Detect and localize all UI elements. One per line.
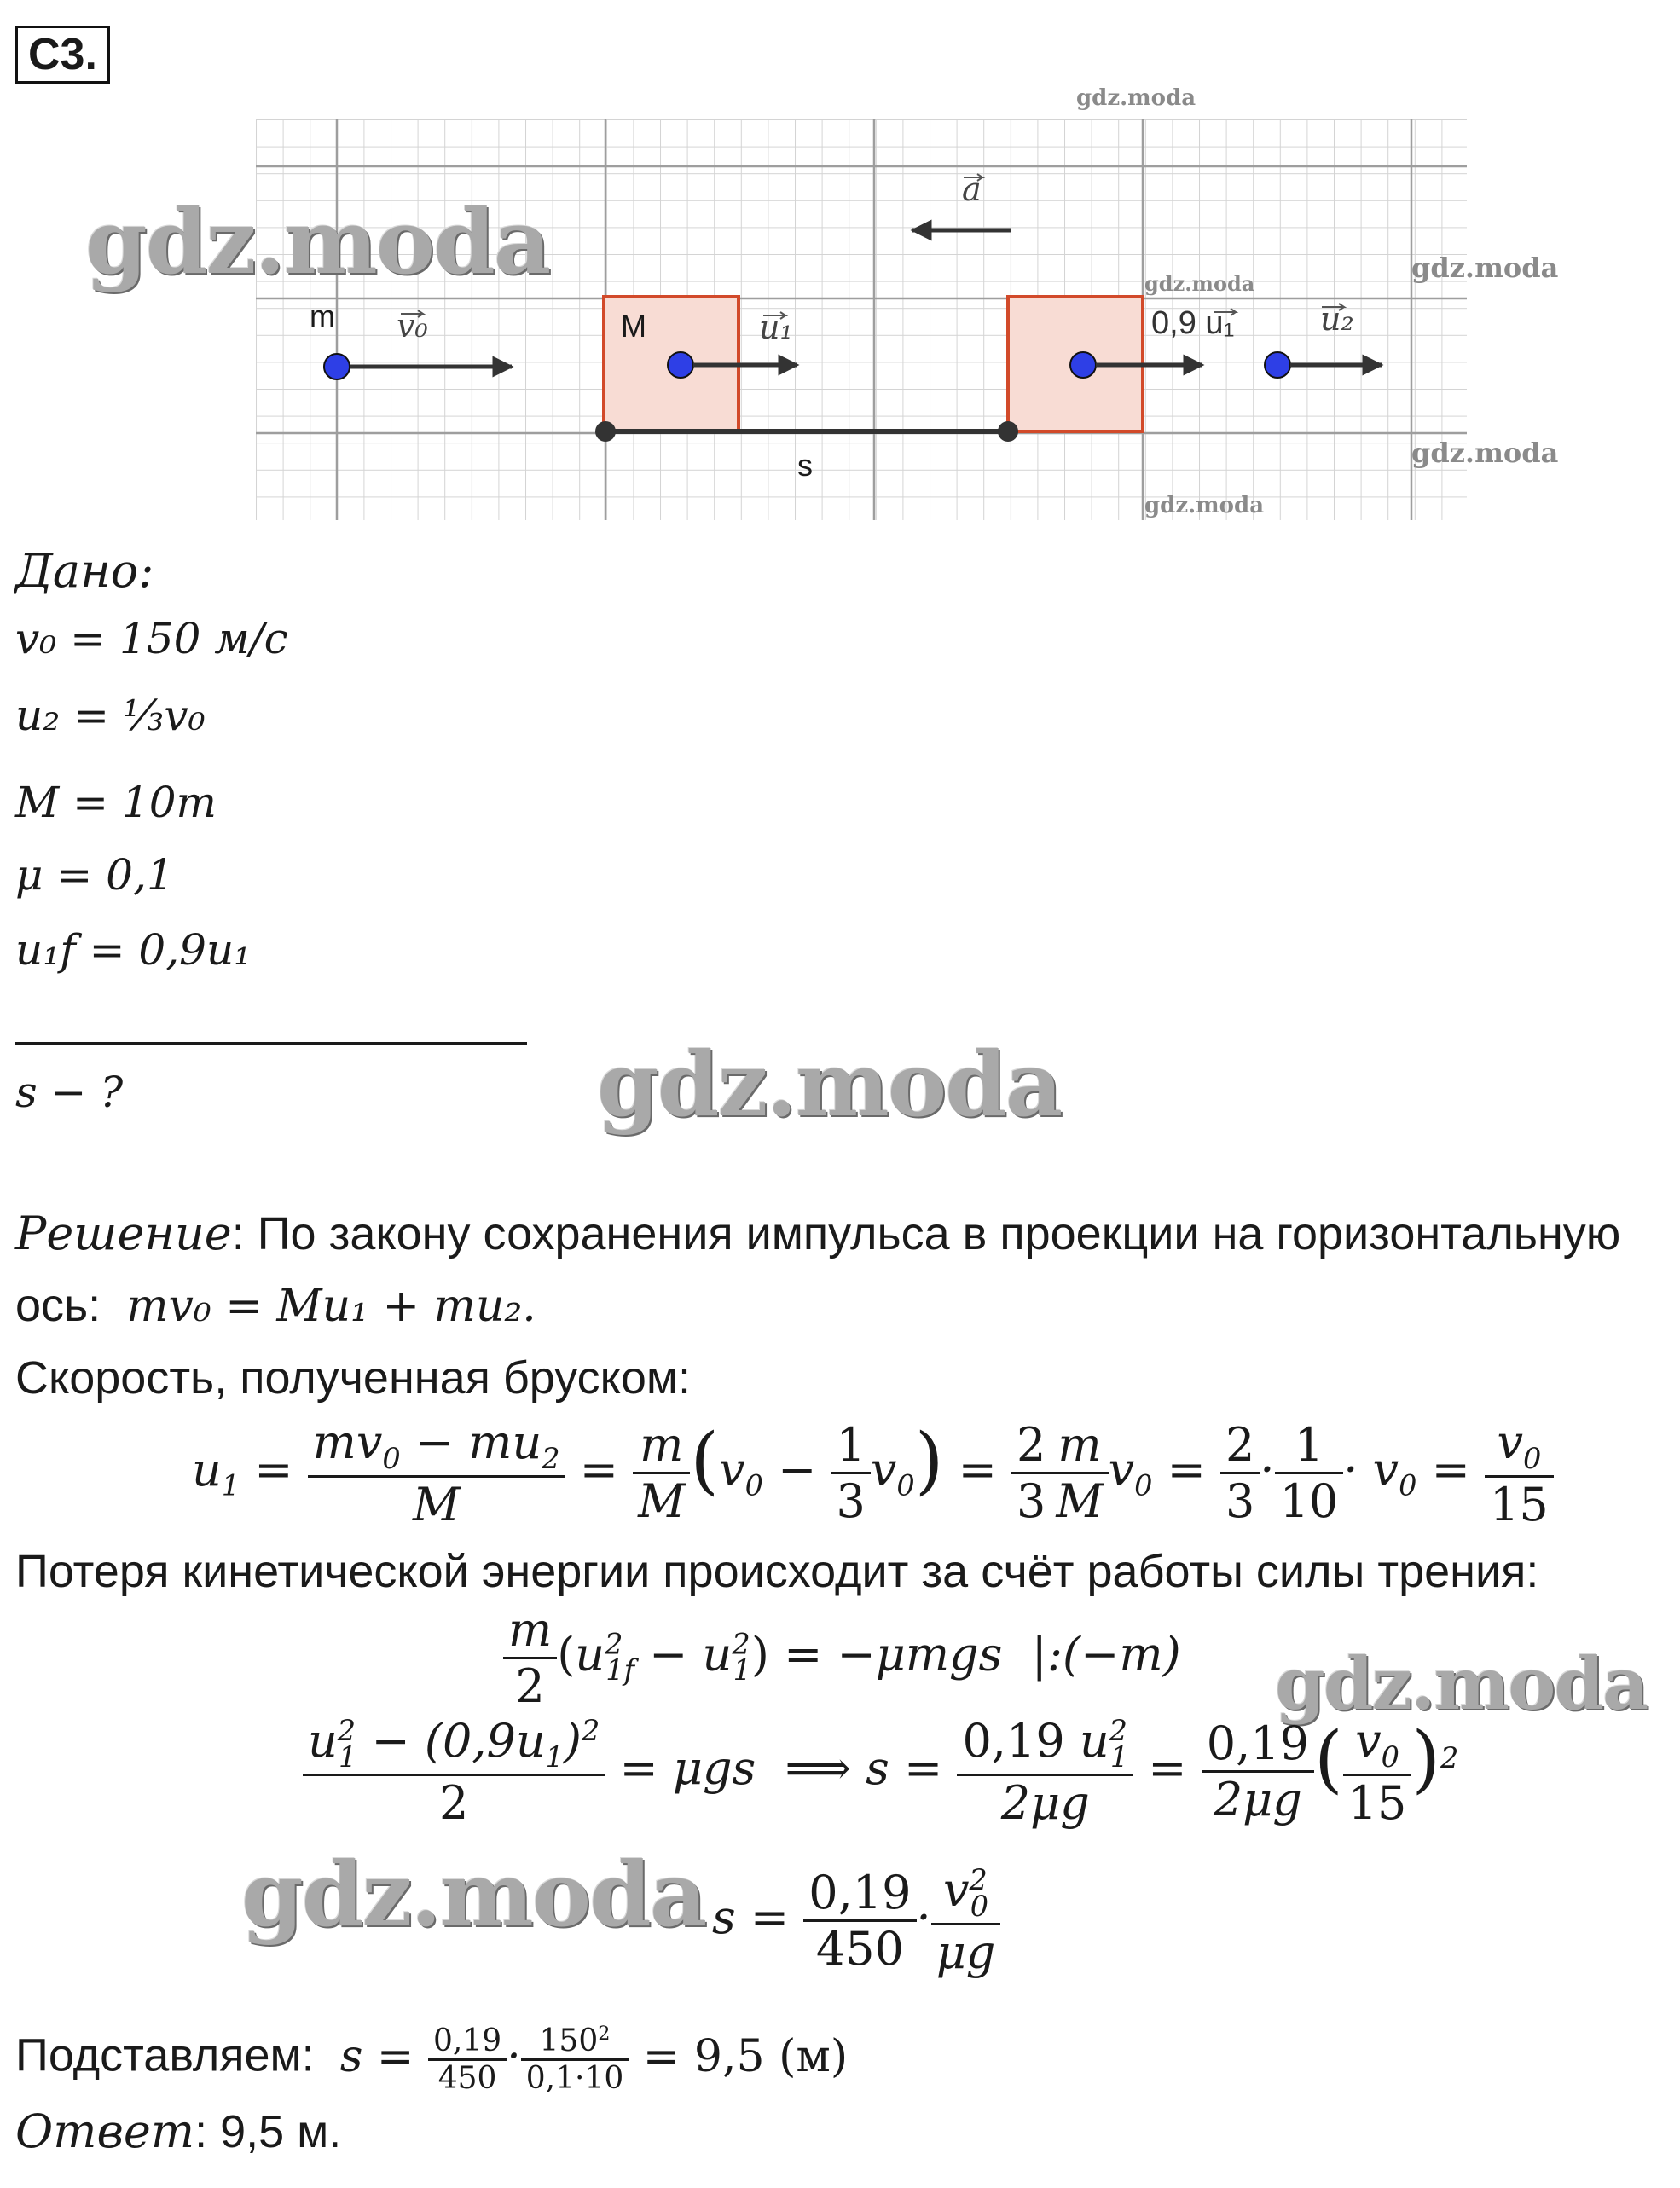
- label-u1-after: 0,9 u₁: [1151, 305, 1235, 341]
- watermark: gdz.moda: [1275, 1641, 1648, 1726]
- distance-start-point: [595, 421, 616, 442]
- equation-u1: $u_1$ = $\frac{mv_0 - mu_2}{M}$ = $\frac{m}{M}$ ($v_0$ − $\frac{1}{3}$ $v_0$) = $\frac{2}{3}$ $\frac{m}{M}$ $v_0$ = $\frac{2}{3}$ · $\frac{1}{10}$ · $v_0$ = $\frac{v_0}{15}$: [192, 1415, 1554, 1531]
- answer-heading: Ответ: [15, 2104, 195, 2158]
- equation-energy: $\frac{m}{2}$ $(u^2_{1f} - u^2_1) = -\mu mgs$ |:(−m): [503, 1603, 1181, 1713]
- label-acceleration: a: [962, 171, 982, 208]
- equation-s-simplified: s = $\frac{0,19}{450}$ · $\frac{v^2_0}{\mu g}$: [712, 1863, 1000, 1979]
- bullet-exit: [1265, 352, 1290, 378]
- task-label: C3.: [15, 26, 110, 84]
- unknown-line: s − ?: [15, 1068, 124, 1117]
- label-u2: u₂: [1320, 300, 1354, 338]
- watermark: gdz.moda: [1411, 437, 1559, 469]
- solution-paragraph-3: Потеря кинетической энергии происходит за счёт работы силы трения:: [15, 1546, 1539, 1597]
- watermark: gdz.moda: [1144, 271, 1255, 296]
- solution-paragraph-1: Решение: По закону сохранения импульса в проекции на горизонтальную: [15, 1207, 1621, 1260]
- given-line-friction: μ = 0,1: [15, 850, 174, 900]
- label-distance: s: [797, 448, 813, 483]
- solution-paragraph-2: Скорость, полученная бруском:: [15, 1352, 692, 1404]
- watermark: gdz.moda: [1411, 252, 1559, 284]
- substitute-line: Подставляем: s = $\frac{0,19}{450}$ · $\frac{150^2}{0,1\cdot 10}$ = 9,5 (м): [15, 2023, 849, 2096]
- label-u1: u₁: [759, 309, 793, 346]
- bullet-in-block: [668, 352, 693, 378]
- watermark: gdz.moda: [597, 1032, 1062, 1137]
- bullet-initial: [324, 354, 350, 379]
- given-line-u1f: u₁f = 0,9u₁: [15, 925, 252, 975]
- solution-paragraph-1b: ось: mv₀ = Mu₁ + mu₂.: [15, 1280, 536, 1332]
- given-heading: Дано:: [15, 544, 154, 598]
- answer-line: Ответ: 9,5 м.: [15, 2104, 342, 2158]
- distance-end-point: [998, 421, 1018, 442]
- solution-heading: Решение: [15, 1207, 232, 1260]
- label-block-mass: M: [621, 309, 646, 344]
- watermark: gdz.moda: [85, 189, 550, 294]
- watermark: gdz.moda: [1144, 493, 1265, 518]
- equation-s: $\frac{u^2_1 - (0,9u_1)^2}{2}$ = μgs ⟹ s = $\frac{0,19 u^2_1}{2\mu g}$ = $\frac{0,19}{2\mu g}$ ( $\frac{v_0}{15}$ )$^2$: [303, 1714, 1458, 1830]
- bullet-in-block-final: [1070, 352, 1096, 378]
- watermark: gdz.moda: [241, 1842, 706, 1947]
- grid-background: [256, 119, 1467, 520]
- label-bullet-mass: m: [310, 298, 335, 333]
- given-line-mass: M = 10m: [15, 778, 217, 827]
- given-line-v0: v₀ = 150 м/с: [15, 614, 288, 663]
- given-divider: [15, 1042, 527, 1045]
- label-v0: v₀: [397, 307, 428, 344]
- watermark: gdz.moda: [1076, 85, 1196, 111]
- given-line-u2: u₂ = ⅓v₀: [15, 691, 206, 740]
